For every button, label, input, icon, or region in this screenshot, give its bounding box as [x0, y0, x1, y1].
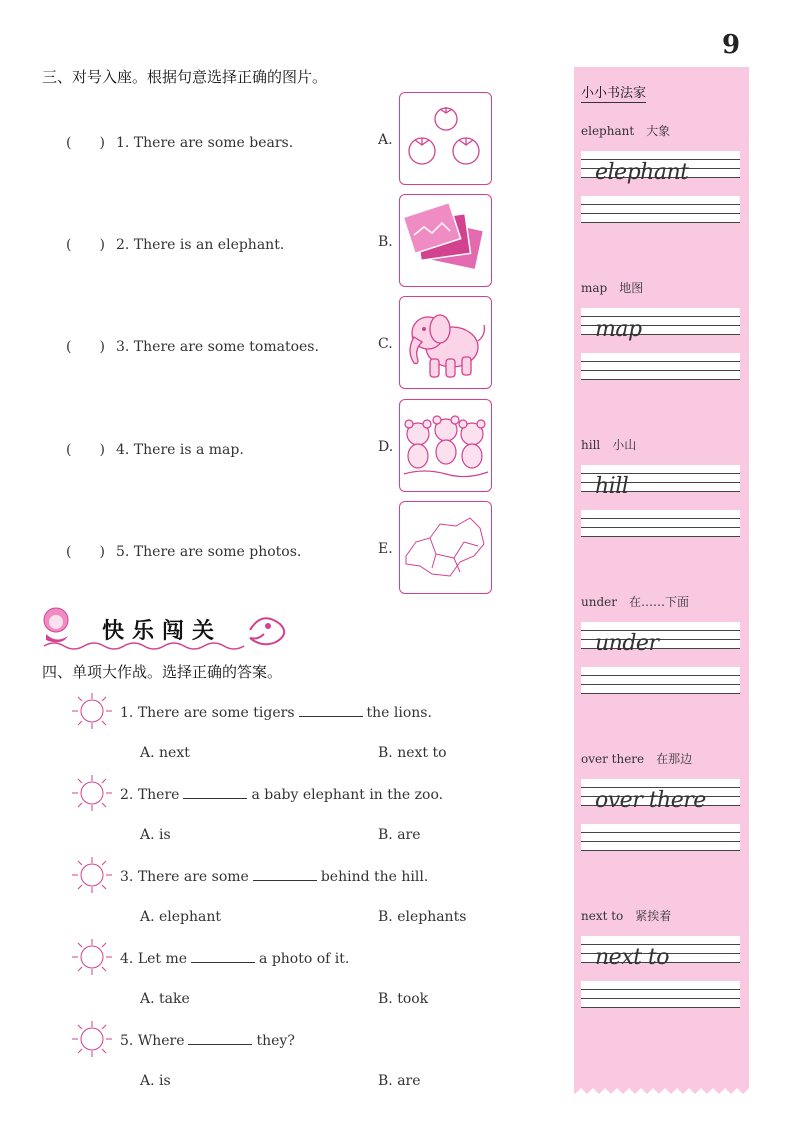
- answer-blank[interactable]: [299, 704, 363, 717]
- script-word: map: [595, 317, 642, 342]
- question-text: 2. There is an elephant.: [116, 237, 285, 253]
- answer-blank[interactable]: [183, 786, 247, 799]
- script-word: elephant: [595, 160, 689, 185]
- word-entry-map: map 地图: [581, 281, 644, 295]
- match-question-3: [66, 336, 319, 356]
- question-text: 4. There is a map.: [116, 442, 244, 458]
- answer-blank[interactable]: [188, 1032, 252, 1045]
- photos-picture[interactable]: [399, 194, 492, 287]
- word-entry-elephant: elephant 大象: [581, 124, 671, 138]
- question-text: 3. There are some tomatoes.: [116, 339, 319, 355]
- mc-option-b[interactable]: B. elephants: [378, 909, 467, 925]
- mc-option-b[interactable]: B. are: [378, 1073, 421, 1089]
- option-letter-e: E.: [378, 541, 393, 557]
- match-question-2: [66, 234, 284, 254]
- match-question-4: [66, 439, 244, 459]
- sidebar-title: 小小书法家: [581, 82, 646, 103]
- option-letter-a: A.: [378, 132, 393, 148]
- script-word: next to: [595, 945, 670, 970]
- mc-option-a[interactable]: A. elephant: [140, 909, 222, 925]
- sun-icon: [64, 853, 120, 897]
- sun-icon: [64, 1017, 120, 1061]
- answer-paren[interactable]: ( ): [66, 339, 105, 355]
- option-letter-b: B.: [378, 234, 393, 250]
- map-picture[interactable]: [399, 501, 492, 594]
- answer-blank[interactable]: [191, 950, 255, 963]
- mc-option-b[interactable]: B. next to: [378, 745, 447, 761]
- mc-question-3: 3. There are some behind the hill.: [120, 869, 429, 885]
- mc-option-a[interactable]: A. is: [140, 827, 171, 843]
- photos-icon: [400, 195, 491, 286]
- question-text: 5. There are some photos.: [116, 544, 302, 560]
- script-word: hill: [595, 474, 629, 499]
- question-text: 1. There are some bears.: [116, 135, 294, 151]
- word-entry-next-to: next to 紧挨着: [581, 909, 672, 923]
- word-entry-over-there: over there 在那边: [581, 752, 693, 766]
- answer-paren[interactable]: ( ): [66, 544, 105, 560]
- answer-paren[interactable]: ( ): [66, 135, 105, 151]
- bears-picture[interactable]: [399, 399, 492, 492]
- sun-icon: [64, 935, 120, 979]
- map-icon: [400, 502, 491, 593]
- sun-icon: [64, 689, 120, 733]
- answer-paren[interactable]: ( ): [66, 442, 105, 458]
- answer-blank[interactable]: [253, 868, 317, 881]
- mc-option-a[interactable]: A. next: [140, 745, 190, 761]
- script-word: over there: [595, 788, 706, 813]
- match-question-5: [66, 541, 301, 561]
- zigzag-edge: [574, 1078, 749, 1096]
- elephant-icon: [400, 297, 491, 388]
- bears-icon: [400, 400, 491, 491]
- monkey-mascot-icon: [44, 608, 68, 642]
- banner-title: 快乐闯关: [102, 619, 223, 644]
- mc-question-2: 2. There a baby elephant in the zoo.: [120, 787, 444, 803]
- mc-option-a[interactable]: A. take: [140, 991, 190, 1007]
- tomatoes-icon: [400, 93, 491, 184]
- sun-icon: [64, 771, 120, 815]
- mc-question-5: 5. Where they?: [120, 1033, 295, 1049]
- mc-option-b[interactable]: B. are: [378, 827, 421, 843]
- mc-question-1: 1. There are some tigers the lions.: [120, 705, 432, 721]
- word-entry-hill: hill 小山: [581, 438, 637, 452]
- word-entry-under: under 在……下面: [581, 595, 689, 609]
- mc-question-4: 4. Let me a photo of it.: [120, 951, 350, 967]
- script-word: under: [595, 631, 659, 656]
- option-letter-c: C.: [378, 336, 393, 352]
- bird-ornament-icon: [250, 618, 284, 644]
- answer-paren[interactable]: ( ): [66, 237, 105, 253]
- match-question-1: [66, 132, 293, 152]
- mc-option-b[interactable]: B. took: [378, 991, 429, 1007]
- elephant-picture[interactable]: [399, 296, 492, 389]
- section4-title: 四、单项大作战。选择正确的答案。: [42, 663, 283, 681]
- mc-option-a[interactable]: A. is: [140, 1073, 171, 1089]
- section3-title: 三、对号入座。根据句意选择正确的图片。: [42, 68, 328, 86]
- page-number: 9: [722, 30, 741, 60]
- tomatoes-picture[interactable]: [399, 92, 492, 185]
- option-letter-d: D.: [378, 439, 394, 455]
